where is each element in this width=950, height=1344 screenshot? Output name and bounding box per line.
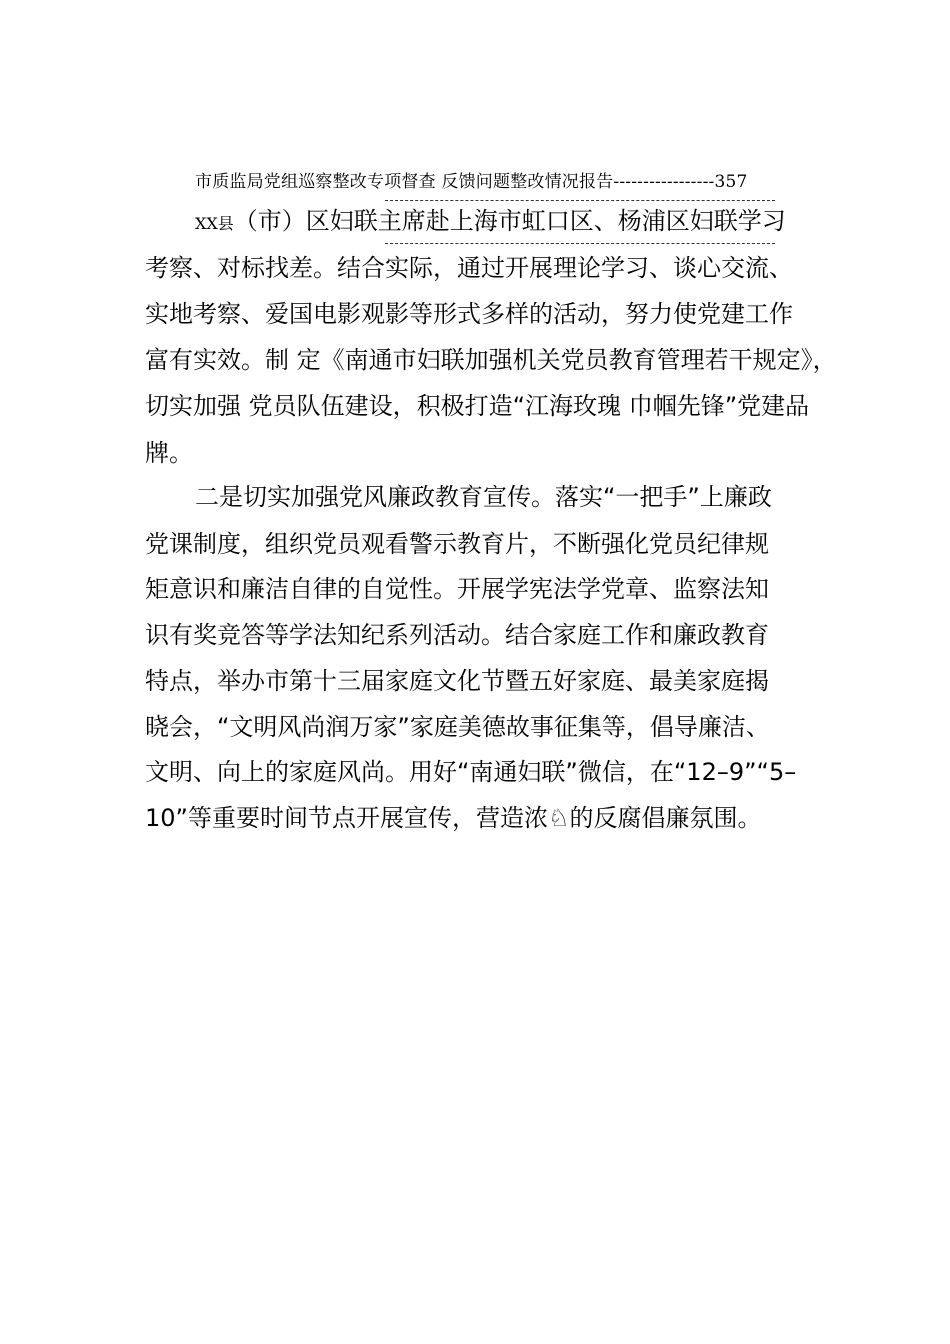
paragraph2-line5: 特点，举办市第十三届家庭文化节暨五好家庭、最美家庭揭 <box>145 667 769 695</box>
paragraph2-line8: 10”等重要时间节点开展宣传，营造浓♘的反腐倡廉氛围。 <box>145 804 762 832</box>
paragraph1-line3: 实地考察、爱国电影观影等形式多样的活动，努力使党建工作 <box>145 300 793 328</box>
paragraph2-line6: 晓会，“文明风尚润万家”家庭美德故事征集等，倡导廉洁、 <box>145 713 770 741</box>
dashed-rule <box>385 243 775 244</box>
paragraph2-line4: 识有奖竞答等学法知纪系列活动。结合家庭工作和廉政教育 <box>145 621 769 649</box>
paragraph2-line1: 二是切实加强党风廉政教育宣传。落实“一把手”上廉政 <box>195 483 772 511</box>
dashed-rule <box>385 200 775 201</box>
paragraph1-line2: 考察、对标找差。结合实际，通过开展理论学习、谈心交流、 <box>145 254 793 282</box>
paragraph1-line5: 切实加强 党员队伍建设，积极打造“江海玫瑰 巾帼先锋”党建品 <box>145 392 810 420</box>
paragraph1-line6: 牌。 <box>145 439 193 467</box>
paragraph1-line4: 富有实效。制 定《南通市妇联加强机关党员教育管理若干规定》， <box>145 346 837 374</box>
toc-entry[interactable]: 市质监局党组巡察整改专项督查 反馈问题整改情况报告-----------------357 <box>195 172 748 192</box>
paragraph2-line2: 党课制度，组织党员观看警示教育片，不断强化党员纪律规 <box>145 530 769 558</box>
county-placeholder: XX县 <box>195 214 234 233</box>
paragraph1-line1 <box>195 205 786 240</box>
paragraph2-line7: 文明、向上的家庭风尚。用好“南通妇联”微信，在“12–9”“5– <box>145 758 797 786</box>
paragraph1-line1-text: （市）区妇联主席赴上海市虹口区、杨浦区妇联学习 <box>233 207 786 235</box>
paragraph2-line3: 矩意识和廉洁自律的自觉性。开展学宪法学党章、监察法知 <box>145 575 769 603</box>
